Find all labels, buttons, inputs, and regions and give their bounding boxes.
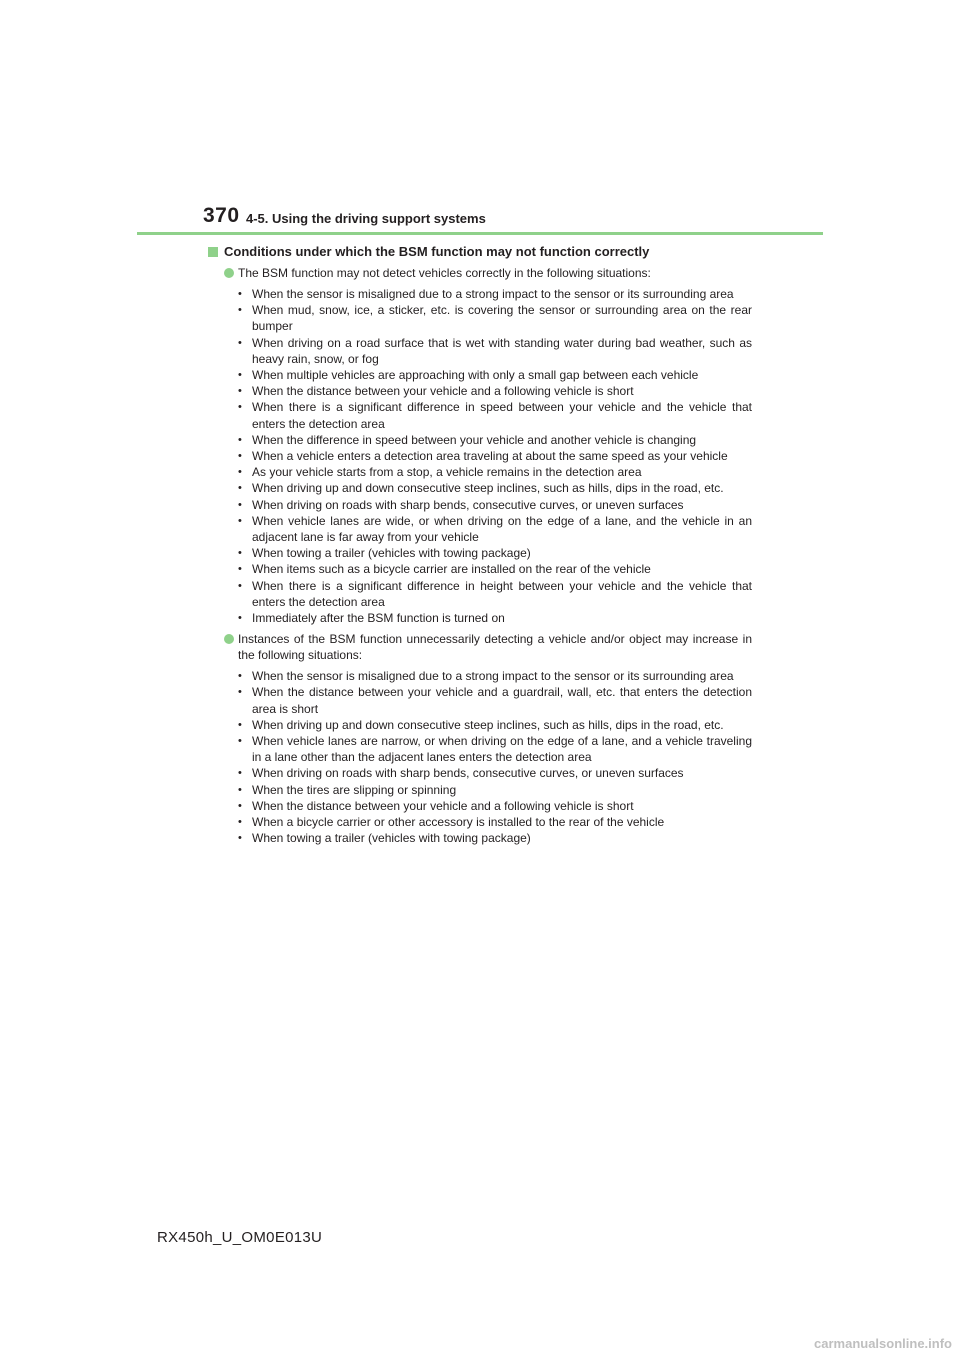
list-item-text: When items such as a bicycle carrier are installed on the rear of the vehicle	[252, 562, 651, 577]
bullet-dot-icon: •	[238, 288, 242, 300]
list-item	[238, 684, 752, 716]
list-item	[238, 578, 752, 610]
list-item	[238, 480, 752, 496]
list-item-text: When the distance between your vehicle and a guardrail, wall, etc. that enters the detection area is short	[252, 685, 752, 716]
list-item	[238, 733, 752, 765]
header-rule	[137, 232, 823, 235]
bullet-dot-icon: •	[238, 498, 242, 511]
group-intro-text: Instances of the BSM function unnecessarily detecting a vehicle and/or object may increase in the following situations:	[238, 632, 752, 663]
list-item-text: As your vehicle starts from a stop, a vehicle remains in the detection area	[252, 465, 642, 480]
circle-bullet-icon	[224, 268, 234, 278]
list-item-text: When the distance between your vehicle and a following vehicle is short	[252, 384, 634, 399]
list-item-text: When there is a significant difference in height between your vehicle and the vehicle that enters the detection area	[252, 578, 752, 609]
bullet-list	[238, 668, 752, 846]
bullet-dot-icon: •	[238, 369, 242, 382]
bullet-dot-icon: •	[238, 482, 242, 495]
list-item-text: When vehicle lanes are wide, or when driving on the edge of a lane, and the vehicle in an adjacent lane is far away from your vehicle	[252, 513, 752, 545]
list-item-text: When driving on a road surface that is wet with standing water during bad weather, such as heavy rain, snow, or fog	[252, 335, 752, 366]
list-item	[238, 765, 752, 781]
bullet-dot-icon: •	[238, 670, 242, 683]
bullet-dot-icon: •	[238, 767, 242, 780]
list-item-text: When a vehicle enters a detection area traveling at about the same speed as your vehicle	[252, 449, 728, 464]
bullet-dot-icon: •	[238, 563, 242, 576]
list-item-text: When the sensor is misaligned due to a strong impact to the sensor or its surrounding area	[252, 287, 734, 301]
bullet-dot-icon: •	[238, 547, 242, 560]
bullet-dot-icon: •	[238, 401, 242, 414]
bullet-dot-icon: •	[238, 433, 242, 446]
list-item	[238, 432, 752, 448]
section-heading	[207, 243, 752, 261]
bullet-dot-icon: •	[238, 718, 242, 731]
model-code: RX450h_U_OM0E013U	[157, 1229, 323, 1246]
bullet-dot-icon: •	[238, 466, 242, 479]
list-item-text: When the sensor is misaligned due to a strong impact to the sensor or its surrounding area	[252, 669, 734, 684]
section-heading-text: Conditions under which the BSM function may not function correctly	[224, 244, 650, 259]
list-item-text: When the difference in speed between your vehicle and another vehicle is changing	[252, 432, 697, 447]
group-intro-text: The BSM function may not detect vehicles correctly in the following situations:	[238, 266, 651, 280]
group-intro	[224, 631, 752, 663]
bullet-dot-icon: •	[238, 304, 242, 317]
list-item	[238, 497, 752, 513]
list-item-text: When the tires are slipping or spinning	[252, 782, 457, 797]
list-item-text: When multiple vehicles are approaching with only a small gap between each vehicle	[252, 368, 699, 383]
list-item-text: When towing a trailer (vehicles with towing package)	[252, 546, 531, 561]
list-item	[238, 561, 752, 577]
list-item	[238, 782, 752, 798]
list-item-text: When driving up and down consecutive steep inclines, such as hills, dips in the road, etc.	[252, 717, 724, 732]
list-item-text: When vehicle lanes are narrow, or when driving on the edge of a lane, and a vehicle traveling in a lane other than the adjacent lanes enters the detection area	[252, 734, 752, 765]
page-number: 370	[203, 204, 240, 227]
section-title: 4-5. Using the driving support systems	[246, 211, 486, 226]
list-item-text: When towing a trailer (vehicles with towing package)	[252, 831, 531, 846]
page-content	[207, 243, 752, 852]
list-item	[238, 383, 752, 399]
bullet-dot-icon: •	[238, 612, 242, 625]
list-item	[238, 717, 752, 733]
list-item-text: When the distance between your vehicle and a following vehicle is short	[252, 798, 634, 813]
list-item	[238, 668, 752, 684]
bullet-dot-icon: •	[238, 385, 242, 398]
list-item	[238, 814, 752, 830]
bullet-dot-icon: •	[238, 832, 242, 845]
list-item	[238, 513, 752, 545]
bullet-dot-icon: •	[238, 735, 242, 748]
bullet-dot-icon: •	[238, 816, 242, 829]
list-item	[238, 335, 752, 367]
list-item-text: When driving on roads with sharp bends, consecutive curves, or uneven surfaces	[252, 497, 684, 512]
list-item	[238, 610, 752, 626]
list-item	[238, 464, 752, 480]
circle-bullet-icon	[224, 634, 234, 644]
list-item-text: When driving up and down consecutive steep inclines, such as hills, dips in the road, etc.	[252, 481, 724, 496]
bullet-dot-icon: •	[238, 336, 242, 349]
list-item	[238, 448, 752, 464]
watermark: carmanualsonline.info	[814, 1336, 952, 1351]
list-item	[238, 798, 752, 814]
bullet-dot-icon: •	[238, 799, 242, 812]
square-icon	[208, 247, 218, 257]
list-item-text: When a bicycle carrier or other accessory is installed to the rear of the vehicle	[252, 815, 665, 830]
list-item	[238, 367, 752, 383]
list-item	[238, 399, 752, 431]
list-item	[238, 830, 752, 846]
bullet-dot-icon: •	[238, 450, 242, 463]
bullet-dot-icon: •	[238, 514, 242, 527]
list-item-text: When mud, snow, ice, a sticker, etc. is covering the sensor or surrounding area on the rear bumper	[252, 303, 752, 334]
list-item-text: When there is a significant difference in speed between your vehicle and the vehicle that enters the detection area	[252, 400, 752, 431]
group-intro	[224, 265, 752, 281]
list-item	[238, 286, 752, 302]
group-not-detect	[207, 265, 752, 626]
list-item	[238, 302, 752, 334]
bullet-dot-icon: •	[238, 783, 242, 796]
group-unnecessary-detect	[207, 631, 752, 846]
list-item	[238, 545, 752, 561]
list-item-text: Immediately after the BSM function is turned on	[252, 611, 505, 626]
bullet-dot-icon: •	[238, 579, 242, 592]
bullet-dot-icon: •	[238, 686, 242, 699]
list-item-text: When driving on roads with sharp bends, consecutive curves, or uneven surfaces	[252, 766, 684, 781]
bullet-list	[238, 286, 752, 626]
